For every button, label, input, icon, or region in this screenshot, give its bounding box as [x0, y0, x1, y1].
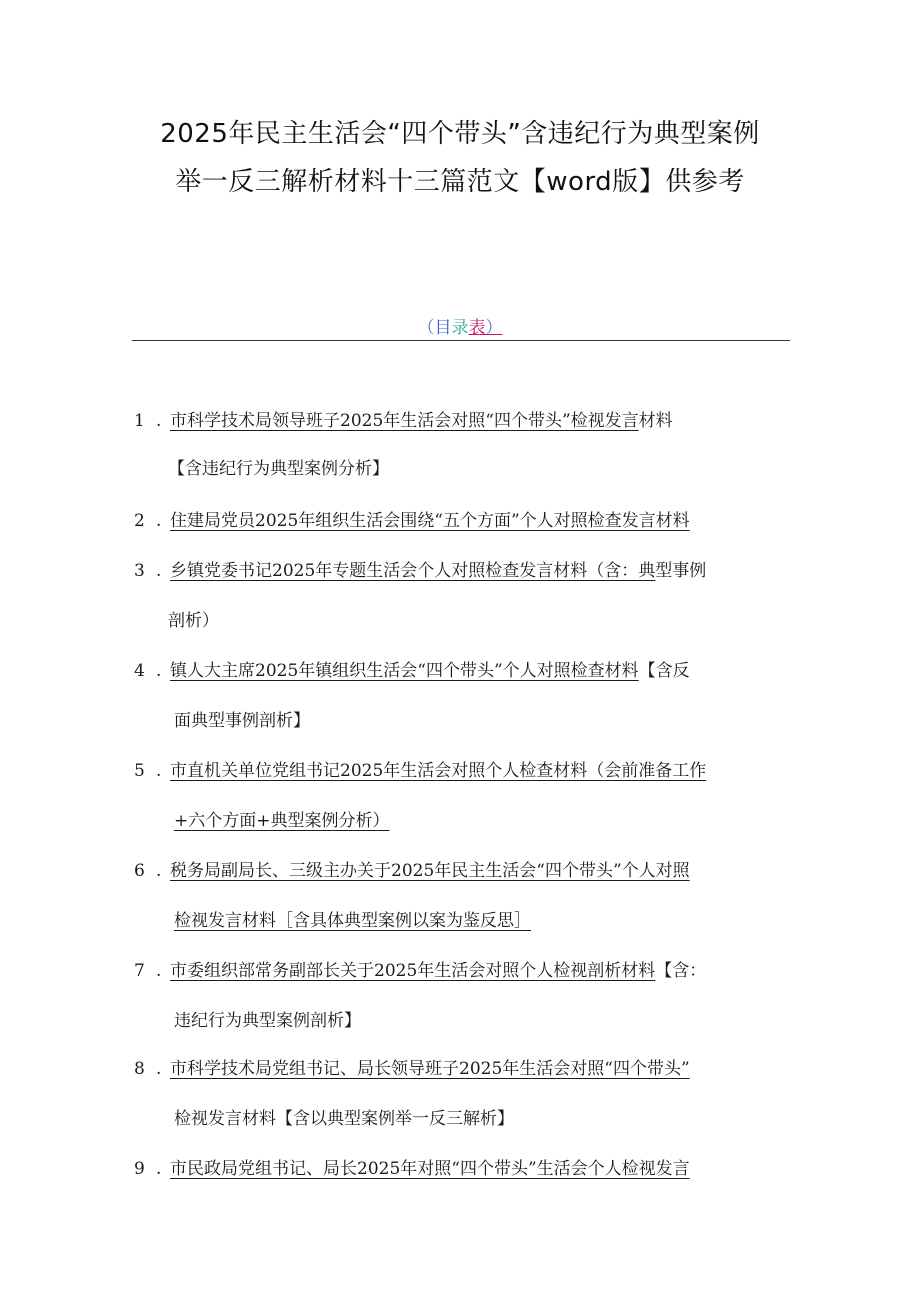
- toc-entry-line-2: [174, 904, 531, 938]
- toc-entry-line-1: [170, 654, 690, 688]
- title-line-2: 举一反三解析材料十三篇范文【word版】供参考: [175, 167, 745, 197]
- toc-entry-line-1: [170, 854, 690, 888]
- toc-entry-number: 3: [134, 561, 145, 581]
- toc-entry-line-1: [170, 754, 706, 788]
- toc-entry-text: 【含违纪行为典型案例分析】: [168, 459, 389, 479]
- toc-entry-text: 型事例: [655, 561, 707, 581]
- toc-entry-line-1: [170, 504, 690, 538]
- toc-entry-link-text[interactable]: 市科学技术局领导班子2025年生活会对照“四个带头”检视发言: [170, 411, 639, 431]
- toc-entry-text: 【含反: [638, 661, 690, 681]
- title-line-1: 2025年民主生活会“四个带头”含违纪行为典型案例: [160, 119, 760, 149]
- toc-entry-number: 4: [134, 661, 145, 681]
- toc-entry-link-text[interactable]: 市委组织部常务副部长关于2025年生活会对照个人检视剖析材料: [170, 961, 656, 981]
- toc-entry-dot: .: [156, 961, 162, 981]
- toc-entry-number: 8: [134, 1059, 145, 1079]
- toc-entry-link-text[interactable]: 乡镇党委书记2025年专题生活会个人对照检查发言材料（含：典: [170, 561, 656, 581]
- toc-entry-link-text[interactable]: 市直机关单位党组书记2025年生活会对照个人检查材料（会前准备工作: [170, 761, 707, 781]
- toc-entry-dot: .: [156, 511, 162, 531]
- toc-entry-line-2: [174, 704, 310, 738]
- toc-entry-dot: .: [156, 661, 162, 681]
- toc-entry-link-text[interactable]: +六个方面+典型案例分析）: [174, 811, 390, 831]
- toc-entry-text: 检视发言材料【含以典型案例举一反三解析】: [174, 1109, 514, 1129]
- toc-entry-link-text[interactable]: 住建局党员2025年组织生活会围绕“五个方面”个人对照检查发言材料: [170, 511, 690, 531]
- toc-entry-number: 9: [134, 1159, 145, 1179]
- toc-entry-dot: .: [156, 1159, 162, 1179]
- toc-entry-line-2: [174, 1102, 514, 1136]
- toc-entry-dot: .: [156, 1059, 162, 1079]
- toc-entry-line-2: [168, 604, 219, 638]
- toc-entry-text: 剖析）: [168, 611, 219, 631]
- toc-heading-char-1: 目: [434, 318, 452, 338]
- toc-entry-line-2: [174, 804, 390, 838]
- toc-entry-dot: .: [156, 411, 162, 431]
- toc-entry-dot: .: [156, 561, 162, 581]
- toc-entry-dot: .: [156, 861, 162, 881]
- toc-divider: [132, 340, 790, 341]
- toc-entry-link-text[interactable]: 检视发言材料［含具体典型案例以案为鉴反思］: [174, 911, 531, 931]
- toc-heading-char-3: 表: [468, 318, 486, 338]
- toc-entry-line-1: [170, 1152, 690, 1186]
- toc-entry-text: 面典型事例剖析】: [174, 711, 310, 731]
- toc-entry-dot: .: [156, 761, 162, 781]
- toc-entry-line-2: [168, 452, 389, 486]
- toc-entry-number: 7: [134, 961, 145, 981]
- toc-entry-text: 违纪行为典型案例剖析】: [174, 1011, 361, 1031]
- toc-heading-close: ）: [485, 318, 503, 338]
- toc-entry-text: 【含：: [655, 961, 707, 981]
- toc-entry-text: 材料: [638, 411, 673, 431]
- toc-entry-number: 1: [134, 411, 145, 431]
- toc-entry-link-text[interactable]: 市科学技术局党组书记、局长领导班子2025年生活会对照“四个带头”: [170, 1059, 690, 1079]
- toc-entry-line-1: [170, 404, 673, 438]
- toc-entry-line-1: [170, 1052, 690, 1086]
- toc-entry-line-1: [170, 554, 706, 588]
- toc-entry-number: 5: [134, 761, 145, 781]
- toc-entry-number: 6: [134, 861, 145, 881]
- document-title: [0, 110, 920, 206]
- toc-entry-link-text[interactable]: 市民政局党组书记、局长2025年对照“四个带头”生活会个人检视发言: [170, 1159, 690, 1179]
- toc-entry-line-2: [174, 1004, 361, 1038]
- toc-heading-char-2: 录: [451, 318, 469, 338]
- toc-heading-open: （: [417, 318, 435, 338]
- toc-entry-link-text[interactable]: 税务局副局长、三级主办关于2025年民主生活会“四个带头”个人对照: [170, 861, 690, 881]
- toc-entry-number: 2: [134, 511, 145, 531]
- toc-entry-line-1: [170, 954, 706, 988]
- toc-entry-link-text[interactable]: 镇人大主席2025年镇组织生活会“四个带头”个人对照检查材料: [170, 661, 639, 681]
- toc-heading: [0, 316, 920, 340]
